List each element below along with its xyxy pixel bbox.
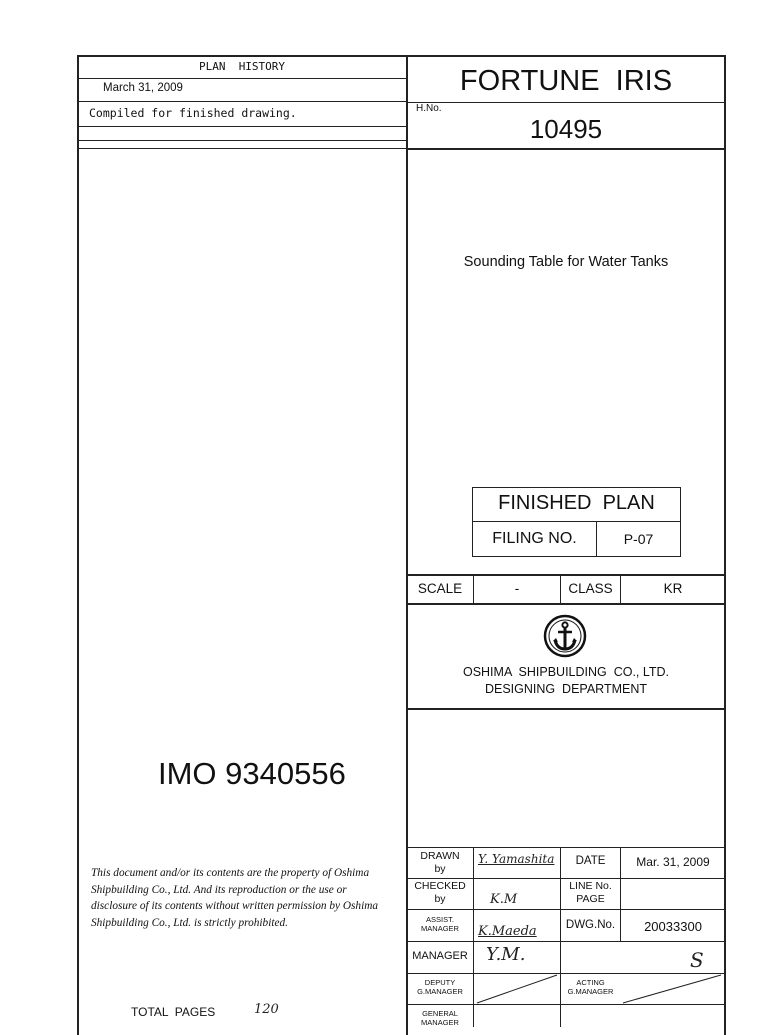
finished-plan-box (472, 487, 681, 557)
deputy-gm-label (407, 978, 473, 996)
drawn-by-label-line1: DRAWN (420, 850, 460, 862)
hull-no-divider (407, 148, 725, 150)
assist-manager-label-line2: MANAGER (421, 924, 459, 933)
plan-history-divider-5 (78, 148, 406, 149)
checked-by-label-line2: by (434, 893, 446, 905)
date-value: Mar. 31, 2009 (636, 855, 710, 869)
general-manager-label-line2: MANAGER (421, 1018, 459, 1027)
frame-right-border (724, 55, 726, 1035)
approval-row-2-top (407, 878, 725, 879)
manager-label: MANAGER (412, 950, 468, 962)
hull-number: 10495 (529, 114, 603, 144)
dwg-no-label: DWG.No. (565, 919, 616, 931)
frame-top-border (77, 55, 726, 57)
assist-manager-label-line1: ASSIST. (426, 915, 454, 924)
general-manager-label-line1: GENERAL (422, 1009, 458, 1018)
checked-by-label (407, 880, 473, 906)
drawn-by-signature: Y. Yamashita (478, 852, 555, 866)
approval-row-4-top (407, 941, 725, 942)
acting-gm-label-line1: ACTING (576, 978, 605, 987)
scale-value: - (514, 581, 520, 596)
scale-row-bottom (407, 603, 725, 605)
company-name: OSHIMA SHIPBUILDING CO., LTD. (462, 665, 670, 679)
approval-strike-marks (473, 973, 725, 1005)
plan-history-divider-1 (78, 78, 406, 79)
drawn-by-label (407, 850, 473, 876)
line-no-label-line1: LINE No. (569, 880, 612, 892)
disclaimer-text: This document and/or its contents are the property of Oshima Shipbuilding Co., Ltd. And its reproduction or the use or disclosure of its contents without written permission by Oshima Shipbuilding Co., Ltd. is strictly prohibited. (91, 867, 379, 929)
class-value: KR (663, 581, 683, 596)
plan-history-heading: PLAN HISTORY (198, 60, 286, 73)
class-label: CLASS (568, 581, 613, 596)
plan-history-divider-3 (78, 126, 406, 127)
dwg-no-value: 20033300 (644, 919, 702, 934)
deputy-gm-label-line1: DEPUTY (424, 978, 456, 987)
ship-name: FORTUNE IRIS (459, 65, 673, 97)
line-no-label-line2: PAGE (576, 893, 605, 905)
deputy-gm-label-line2: G.MANAGER (417, 987, 463, 996)
scale-label: SCALE (417, 581, 463, 596)
approval-row-1-top (407, 847, 725, 848)
date-label: DATE (575, 855, 606, 867)
plan-history-note: Compiled for finished drawing. (89, 106, 297, 120)
finished-plan-heading: FINISHED PLAN (498, 492, 655, 514)
filing-no-label: FILING NO. (492, 530, 577, 547)
manager-signature: Y.M. (486, 944, 526, 965)
scale-row-top (407, 574, 725, 576)
plan-history-divider-2 (78, 101, 406, 102)
ship-name-divider (407, 102, 725, 103)
hull-no-label: H.No. (416, 103, 442, 114)
finished-plan-row-divider (473, 521, 680, 522)
assist-manager-label (407, 915, 473, 933)
anchor-icon (543, 614, 587, 658)
checked-by-signature: K.M (490, 892, 518, 907)
acting-gm-signature: S (690, 948, 704, 972)
approval-row-3-top (407, 909, 725, 910)
total-pages-label: TOTAL PAGES (131, 1005, 216, 1019)
drawn-by-label-line2: by (434, 863, 446, 875)
filing-no-value: P-07 (623, 531, 654, 547)
general-manager-label (407, 1009, 473, 1027)
plan-history-divider-4 (78, 140, 406, 141)
frame-left-border (77, 55, 79, 1035)
plan-history-date: March 31, 2009 (103, 82, 183, 94)
assist-manager-signature: K.Maeda (478, 924, 537, 939)
company-department: DESIGNING DEPARTMENT (484, 682, 648, 696)
checked-by-label-line1: CHECKED (414, 880, 466, 892)
drawing-title: Sounding Table for Water Tanks (463, 254, 669, 270)
acting-gm-label-line2: G.MANAGER (567, 987, 614, 996)
total-pages-value: 120 (254, 1002, 279, 1017)
imo-number: IMO 9340556 (158, 756, 346, 791)
line-no-label (561, 880, 620, 906)
company-block-bottom (407, 708, 725, 710)
